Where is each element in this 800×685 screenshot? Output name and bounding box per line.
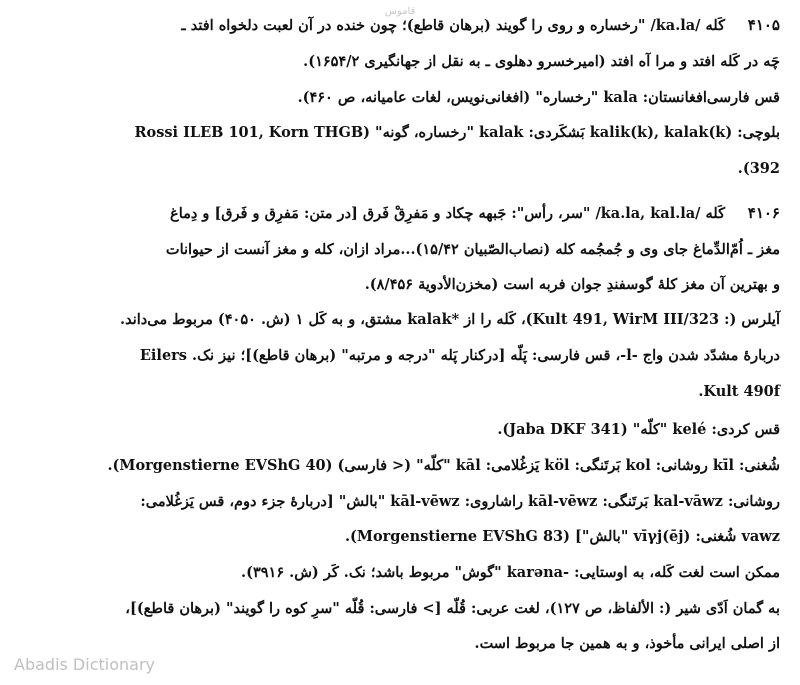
entry-line: و بهترین آن مغز کلهٔ گوسفندِ جوان فربه است (مخزن‌الأدویة ۸/۴۵۶). [364,276,780,293]
paragraph-line: شُغنی: kīl روشانی: kol بَرتَنگی: köl یَزغُلامی: kāl "کلّه" (< فارسی) (Morgenstierne EVShG 40). [107,457,780,474]
entry-line: Kult 490f. [698,383,780,400]
entry-line: دربارهٔ مشدّد شدن واج -l-، قس فارسی: پَلّه [درکنار پَله "درجه و مرتبه" (برهان قاطع)]؛ نیز نک. Eilers [139,347,780,364]
site-watermark: Abadis Dictionary [14,655,155,674]
paragraph-line: قس کردی: kelé "کلّه" (Jaba DKF 341). [497,421,780,438]
paragraph-line: از اصلی ایرانی مأخوذ، و به همین جا مربوط است. [474,635,780,652]
paragraph-line: به گمان اَدّی شیر (: الألفاظ، ص ۱۲۷)، لغت عربی: قُلّه [> فارسی: قُلّه "سرِ کوه را گویند" (برهان قاطع)]، [125,600,780,617]
entry-line: بلوچی: kalik(k), kalak(k) بَشکَردی: kalak "رخساره، گونه" (Rossi ILEB 101, Korn THGB [134,124,780,141]
entry-number: ۴۱۰۶ [747,204,780,222]
entry-line: چَه در کَله افتد و مرا آه افتد (امیرخسرو دهلوی ـ به نقل از جهانگیری ۱۶۵۴/۲). [303,53,780,70]
paragraph-line: vawz شُغنی: vīγj(ēj) "بالش"] (Morgenstierne EVShG 83). [344,528,780,545]
paragraph-line: ممکن است لغت کَله، به اوستایی: -karəna "گوش" مربوط باشد؛ نک. کَر (ش. ۳۹۱۶). [241,564,780,581]
entry-line: آیلرس (: Kult 491, WirM III/323)، کَله را از *kalak مشتق، و به کَل ۱ (ش. ۴۰۵۰) مربوط می‌داند. [120,311,780,328]
entry-headline: کَله /ka.la/ "رخساره و روی را گویند (برهان قاطع)؛ چون خنده در آن لعبت دلخواه افتد ـ [181,17,725,34]
entry-number: ۴۱۰۵ [747,16,780,34]
top-watermark: قاموس [384,6,416,17]
entry-line: 392). [737,160,780,177]
entry-line: مغز ـ اُمّ‌الدِّماغ جای وی و جُمجُمه کله (نصاب‌الصّبیان ۱۵/۴۲)...مراد ازان، کله و مغز آنست از حیوانات [165,241,780,258]
entry-line: قس فارسی‌افغانستان: kala "رخساره" (افغانی‌نویس، لغات عامیانه، ص ۴۶۰). [297,89,780,106]
entry-headline: کَله /ka.la, kal.la/ "سر، رأس": جَبهه چکاد و مَفرِقْ فَرق [در متن: مَفرِق و فَرق] و دِماغ [170,205,725,222]
paragraph-line: روشانی: kal-vāwz بَرتَنگی: kāl-vēwz راشاروی: kāl-vēwz "بالش" [دربارهٔ جزء دوم، قس یَزغُلامی: [140,493,780,510]
